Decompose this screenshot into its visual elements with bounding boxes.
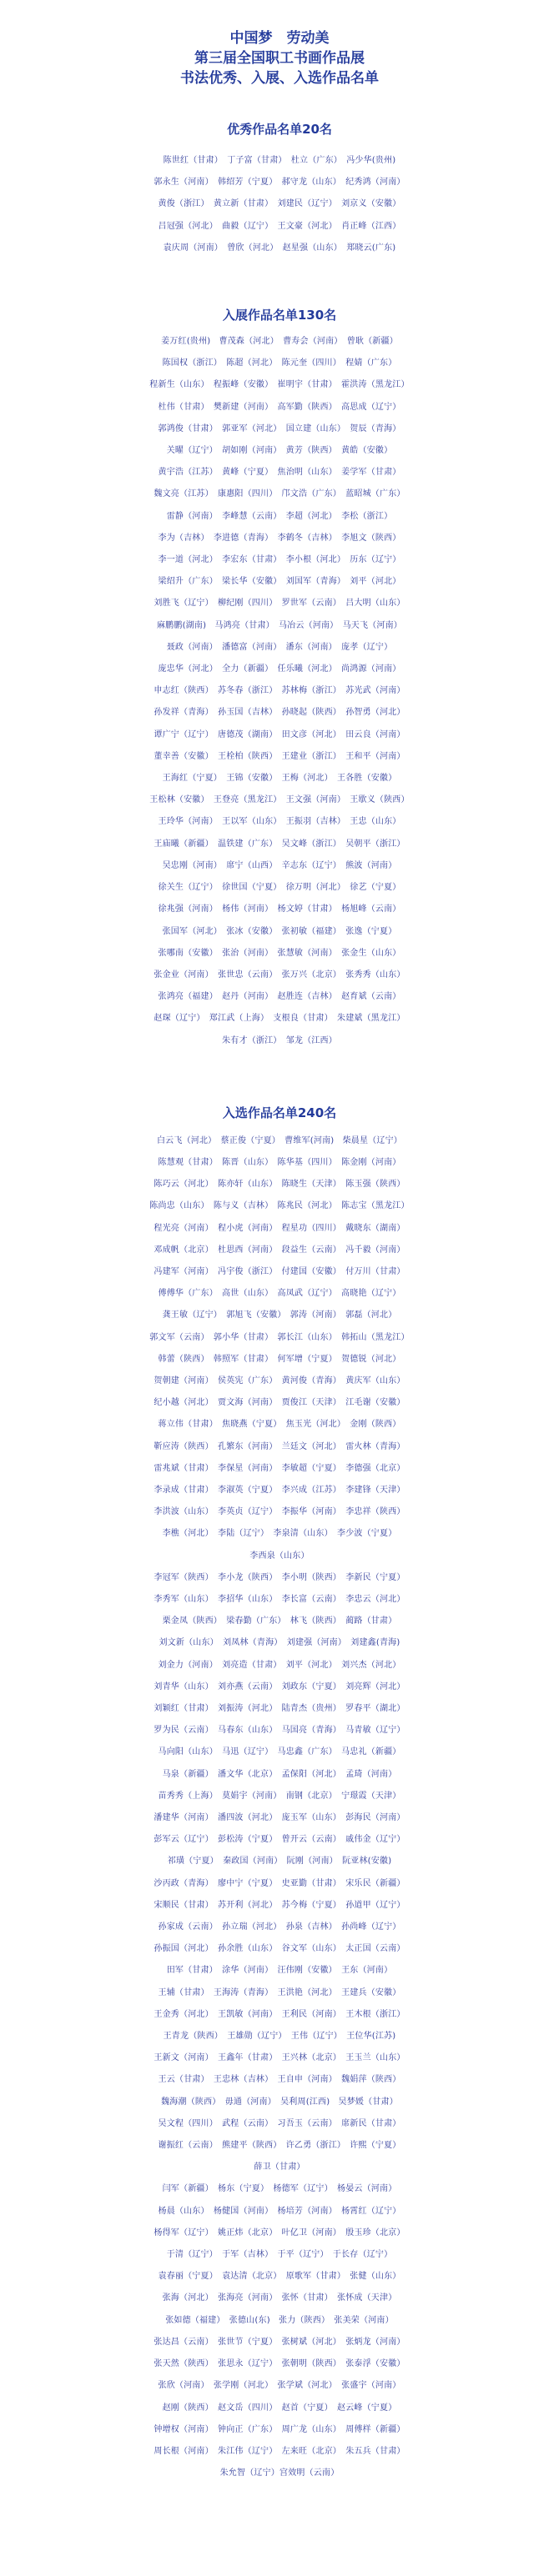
name-row: 周长根（河南） 朱江伟（辽宁） 左来旺（北京） 朱五兵（甘肃） [154,2446,405,2456]
name-row: 孙家成（云南） 孙立瑞（河北） 孙泉（吉林） 孙尚峰（辽宁） [158,1922,401,1932]
name-row: 王庙曦（新疆） 温铁建（广东） 吴文峰（浙江） 吴朝平（浙江） [154,839,405,849]
selected-works-list [0,1130,559,2485]
name-row: 李录成（甘肃） 李淑英（宁夏） 李兴成（江苏） 李建锋（天津） [154,1485,405,1495]
name-row: 陈慧观（甘肃） 陈晋（山东） 陈华基（四川） 陈金刚（河南） [158,1157,401,1167]
name-row: 韩蕾（陕西） 韩照军（甘肃） 何军增（宁夏） 贺德锐（河北） [158,1354,401,1364]
excellent-works-section [0,120,559,259]
name-row: 李洪波（山东） 李英贞（辽宁） 李振华（河南） 李忠祥（陕西） [154,1507,405,1517]
name-row: 孙振国（河北） 孙余胜（山东） 谷文军（山东） 太正国（云南） [154,1944,405,1954]
name-row: 白云飞（河北） 蔡正俊（宁夏） 曹维军(河南) 柴晨星（辽宁） [156,1135,402,1145]
name-row: 吴文程（四川） 武程（云南） 习吾玉（云南） 席新民（甘肃） [158,2118,401,2128]
name-row: 刘颖红（甘肃） 刘振涛（河北） 陆青杰（贵州） 罗春平（湖北） [154,1704,405,1713]
name-row: 徐兆强（河南） 杨伟（河南） 杨文婷（甘肃） 杨旭峰（云南） [158,905,401,915]
name-row: 罗为民（云南） 马春东（山东） 马国亮（青海） 马青敏（辽宁） [154,1726,405,1736]
name-row: 程光亮（河南） 程小虎（河南） 程星功（四川） 戴晓东（湖南） [154,1223,405,1233]
name-row: 朱允智（辽宁）宫效明（云南） [219,2468,340,2478]
name-row: 王金秀（河北） 王凯敏（河南） 王利民（河南） 王木根（浙江） [154,2009,405,2019]
name-row: 贺朝建（河南） 侯英宪（广东） 黄河俊（青海） 黄庆军（山东） [154,1376,405,1386]
name-row: 蒋立伟（甘肃） 焦晓燕（宁夏） 焦玉光（河北） 金刚（陕西） [158,1420,401,1430]
name-row: 孙发祥（青海） 孙玉国（吉林） 孙晓起（陕西） 孙智勇（河北） [154,708,405,718]
selected-works-section [0,1104,559,2485]
name-row: 靳应涛（陕西） 孔繁东（河南） 兰廷文（河北） 雷火林（青海） [154,1441,405,1451]
admitted-works-list [0,331,559,1052]
slogan-title: 中国梦 劳动美 [229,30,330,47]
name-row: 薛卫（甘肃） [254,2163,305,2173]
name-row: 王松林（安徽） 王登亮（黑龙江） 王文强（河南） 王歇义（陕西） [149,795,410,805]
name-row: 栗金凤（陕西） 梁春勤（广东） 林飞（陕西） 蔺路（甘肃） [162,1616,397,1626]
name-row: 李一道（河北） 李宏东（甘肃） 李小根（河北） 历东（辽宁） [158,555,401,565]
name-row: 陈世红（甘肃） 丁子富（甘肃） 杜立（广东） 冯少华(贵州) [163,156,396,165]
name-row: 龚王敏（辽宁） 郭旭飞（安徽） 郭涛（河南） 郭磊（河北） [162,1311,397,1321]
name-row: 张天然（陕西） 张思永（辽宁） 张朝明（陕西） 张泰浮（安徽） [154,2359,405,2369]
name-row: 张欣（河南） 张学刚（河北） 张学斌（河北） 张盛宇（河南） [158,2381,401,2391]
name-row: 谢振红（云南） 熊建平（陕西） 许乙勇（浙江） 许熙（宁夏） [158,2141,401,2151]
name-row: 李冠军（陕西） 李小龙（陕西） 李小明（陕西） 李新民（宁夏） [154,1572,405,1582]
name-row: 杜伟（甘肃） 樊新建（河南） 高军勤（陕西） 高思成（辽宁） [158,402,401,412]
name-row: 朱有才（浙江） 邹龙（江西） [222,1035,337,1045]
name-row: 雷兆斌（甘肃） 李保星（河南） 李敏超（宁夏） 李德强（北京） [154,1463,405,1473]
name-row: 姜万红(贵州) 曹茂森（河北） 曹寿会（河南） 曾耿（新疆） [161,337,398,347]
name-row: 田军（甘肃） 涂华（河南） 汪伟刚（安徽） 王东（河南） [166,1966,393,1976]
name-row: 钟增权（河南） 钟向正（广东） 周广龙（山东） 周傅样（新疆） [154,2424,405,2434]
name-row: 苗秀秀（上海） 莫娟宇（河南） 南钢（北京） 宁璟霞（天津） [158,1791,401,1801]
name-row: 聂政（河南） 潘德富（河南） 潘东（河南） 庞孝（辽宁） [166,642,393,652]
name-row: 谭广宁（辽宁） 唐德茂（湖南） 田文彦（河北） 田云良（河南） [154,729,405,739]
name-row: 陈国权（浙江） 陈超（河北） 陈元奎（四川） 程婧（广东） [162,358,397,368]
name-row: 赵琛（辽宁） 郑江武（上海） 支根良（甘肃） 朱建斌（黑龙江） [154,1014,405,1024]
name-row: 李西泉（山东） [249,1551,310,1561]
name-row: 王玲华（河南） 王以军（山东） 王振羽（吉林） 王忠（山东） [158,817,401,827]
name-row: 郭文军（云南） 郭小华（甘肃） 郭长江（山东） 韩拓山（黑龙江） [149,1332,410,1342]
name-row: 雷静（河南） 李峰慧（云南） 李超（河北） 李松（浙江） [166,511,393,521]
admitted-works-title: 入展作品名单130名 [222,308,337,323]
name-row: 于清（辽宁） 于军（吉林） 于平（辽宁） 于长存（辽宁） [166,2250,393,2260]
name-row: 袁春丽（宁夏） 袁达清（北京） 原歌军（甘肃） 张健（山东） [158,2272,401,2282]
name-row: 张哪南（安徽） 张治（河南） 张慧敏（河南） 张金生（山东） [158,948,401,958]
name-row: 张金业（河南） 张世忠（云南） 张万兴（北京） 张秀秀（山东） [154,970,405,980]
name-row: 徐关生（辽宁） 徐世国（宁夏） 徐万明（河北） 徐艺（宁夏） [158,883,401,893]
name-row: 郭鸿俊（甘肃） 郭亚军（河北） 国立建（山东） 贺辰（青海） [158,423,401,434]
name-row: 袁庆周（河南） 曾欣（河北） 赵星强（山东） 郑晓云(广东) [163,243,396,253]
name-row: 麻鹏鹏(湖南) 马鸿亮（甘肃） 马冶云（河南） 马天飞（河南） [156,620,402,630]
name-row: 宋顺民（甘肃） 苏开利（河北） 苏今梅（宁夏） 孙道甲（辽宁） [154,1900,405,1910]
name-row: 彭军云（辽宁） 彭松涛（宁夏） 曾开云（云南） 戚伟金（辽宁） [154,1835,405,1845]
name-row: 陈巧云（河北） 陈亦轩（山东） 陈晓生（天津） 陈玉强（陕西） [154,1180,405,1190]
name-row: 张国军（河北） 张冰（安徽） 张初敏（福建） 张逸（宁夏） [162,926,397,936]
announcement-header [0,28,559,88]
name-row: 潘建华（河南） 潘四波（河北） 庞玉军（山东） 彭海民（河南） [154,1813,405,1823]
name-row: 刘文新（山东） 刘凤林（青海） 刘建强（河南） 刘建鑫(青海) [159,1638,400,1648]
name-row: 刘青华（山东） 刘亦燕（云南） 刘政东（宁夏） 刘亮辉（河北） [154,1681,405,1691]
name-row: 王海红（宁夏） 王锦（安徽） 王梅（河北） 王各胜（安徽） [162,774,397,784]
name-row: 庞忠华（河北） 全力（新疆） 任乐曦（河北） 尚鸿源（河南） [158,664,401,674]
name-row: 刘胜飞（辽宁） 柳纪刚（四川） 罗世军（云南） 吕大明（山东） [154,599,405,609]
name-row: 杨晨（山东） 杨健国（河南） 杨培芳（河南） 杨霄红（辽宁） [158,2206,401,2216]
name-row: 陈尚忠（山东） 陈与义（吉林） 陈兆民（河北） 陈志宝（黑龙江） [149,1201,410,1211]
name-row: 张如德（福建） 张德山(东) 张力（陕西） 张美荣（河南） [165,2315,394,2325]
name-row: 李为（吉林） 李进德（青海） 李鹤冬（吉林） 李旭文（陕西） [158,533,401,543]
name-row: 马向阳（山东） 马迅（辽宁） 马忠鑫（广东） 马忠礼（新疆） [158,1747,401,1757]
name-row: 申志红（陕西） 苏冬春（浙江） 苏林梅（浙江） 苏光武（河南） [154,686,405,696]
name-row: 傅傅华（广东） 高世（山东） 高凤武（辽宁） 高晓艳（辽宁） [158,1289,401,1299]
name-row: 吴忠刚（河南） 席宁（山西） 辛志东（辽宁） 熊波（河南） [162,860,397,870]
name-row: 董幸善（安徽） 王栓柏（陕西） 王建业（浙江） 王和平（河南） [154,751,405,761]
name-row: 张海（河北） 张海亮（河南） 张怀（甘肃） 张怀成（天津） [162,2293,397,2303]
name-row: 邓成帆（北京） 杜思西（河南） 段益生（云南） 冯千毅（河南） [154,1245,405,1255]
name-row: 冯建军（河南） 冯宇俊（浙江） 付建国（安徽） 付万川（甘肃） [154,1266,405,1276]
admitted-works-section [0,306,559,1052]
name-row: 张达昌（云南） 张世节（宁夏） 张树斌（河北） 张炳龙（河南） [154,2337,405,2347]
excellent-works-title: 优秀作品名单20名 [227,122,332,137]
name-row: 纪小越（河北） 贾文海（河南） 贾俊江（天津） 江毛谢（安徽） [154,1398,405,1408]
name-row: 关曜（辽宁） 胡如刚（河南） 黄芳（陕西） 黄皓（安徽） [166,446,393,456]
name-row: 赵刚（陕西） 赵文岳（四川） 赵首（宁夏） 赵云峰（宁夏） [162,2403,397,2413]
excellent-works-list [0,150,559,259]
name-row: 王云（甘肃） 王忠林（吉林） 王自申（河南） 魏娟萍（陕西） [158,2075,401,2085]
list-subtitle: 书法优秀、入展、入选作品名单 [180,70,379,87]
name-row: 祁璜（宁夏） 秦政国（河南） 阮刚（河南） 阮亚林(安徽) [167,1857,392,1867]
name-row: 刘金力（河南） 刘亮造（甘肃） 刘平（河北） 刘兴杰（河北） [158,1660,401,1670]
name-row: 沙丙政（青海） 廖中宁（宁夏） 史亚勤（甘肃） 宋乐民（新疆） [154,1878,405,1888]
name-row: 魏海潮（陕西） 毋通（河南） 吴利周(江西) 吴梦媛（甘肃） [161,2097,398,2107]
selected-works-title: 入选作品名单240名 [222,1105,337,1120]
name-row: 王辅（甘肃） 王海涛（青海） 王洪艳（河北） 王建兵（安徽） [158,1987,401,1997]
name-row: 马泉（新疆） 潘文华（北京） 孟保阳（河北） 孟琦（河南） [162,1769,397,1779]
name-row: 张鸿亮（福建） 赵丹（河南） 赵胜连（吉林） 赵育斌（云南） [158,992,401,1002]
name-row: 魏文亮（江苏） 康惠阳（四川） 邝文浩（广东） 蓝昭城（广东） [154,489,405,499]
name-row: 程新生（山东） 程振峰（安徽） 崔明宇（甘肃） 霍洪涛（黑龙江） [149,380,410,390]
name-row: 黄宇浩（江苏） 黄峰（宁夏） 焦治明（山东） 姜学军（甘肃） [158,468,401,478]
name-row: 黄俊（浙江） 黄立新（甘肃） 刘建民（辽宁） 刘京义（安徽） [158,199,401,209]
name-row: 吕冠强（河北） 曲毅（辽宁） 王文豪（河北） 肖正峰（江西） [158,221,401,231]
name-row: 李秀军（山东） 李招华（山东） 李长富（云南） 李忠云（河北） [154,1594,405,1604]
name-row: 王新文（河南） 王鑫年（甘肃） 王兴林（北京） 王玉兰（山东） [154,2053,405,2063]
exhibition-title: 第三届全国职工书画作品展 [194,50,365,67]
name-row: 郭永生（河南） 韩绍芳（宁夏） 郝守龙（山东） 纪秀鸿（河南） [154,178,405,188]
name-row: 梁绍升（广东） 梁长华（安徽） 刘国军（青海） 刘平（河北） [158,577,401,587]
name-row: 杨得军（辽宁） 姚正炜（北京） 叶亿卫（河南） 殷玉珍（北京） [154,2228,405,2238]
name-row: 闫军（新疆） 杨东（宁夏） 杨德军（辽宁） 杨晏云（河南） [162,2184,397,2194]
name-row: 李樵（河北） 李陆（辽宁） 李泉清（山东） 李少波（宁夏） [162,1529,397,1539]
name-row: 王青龙（陕西） 王雄勋（辽宁） 王伟（辽宁） 王位华(江苏) [163,2032,396,2042]
